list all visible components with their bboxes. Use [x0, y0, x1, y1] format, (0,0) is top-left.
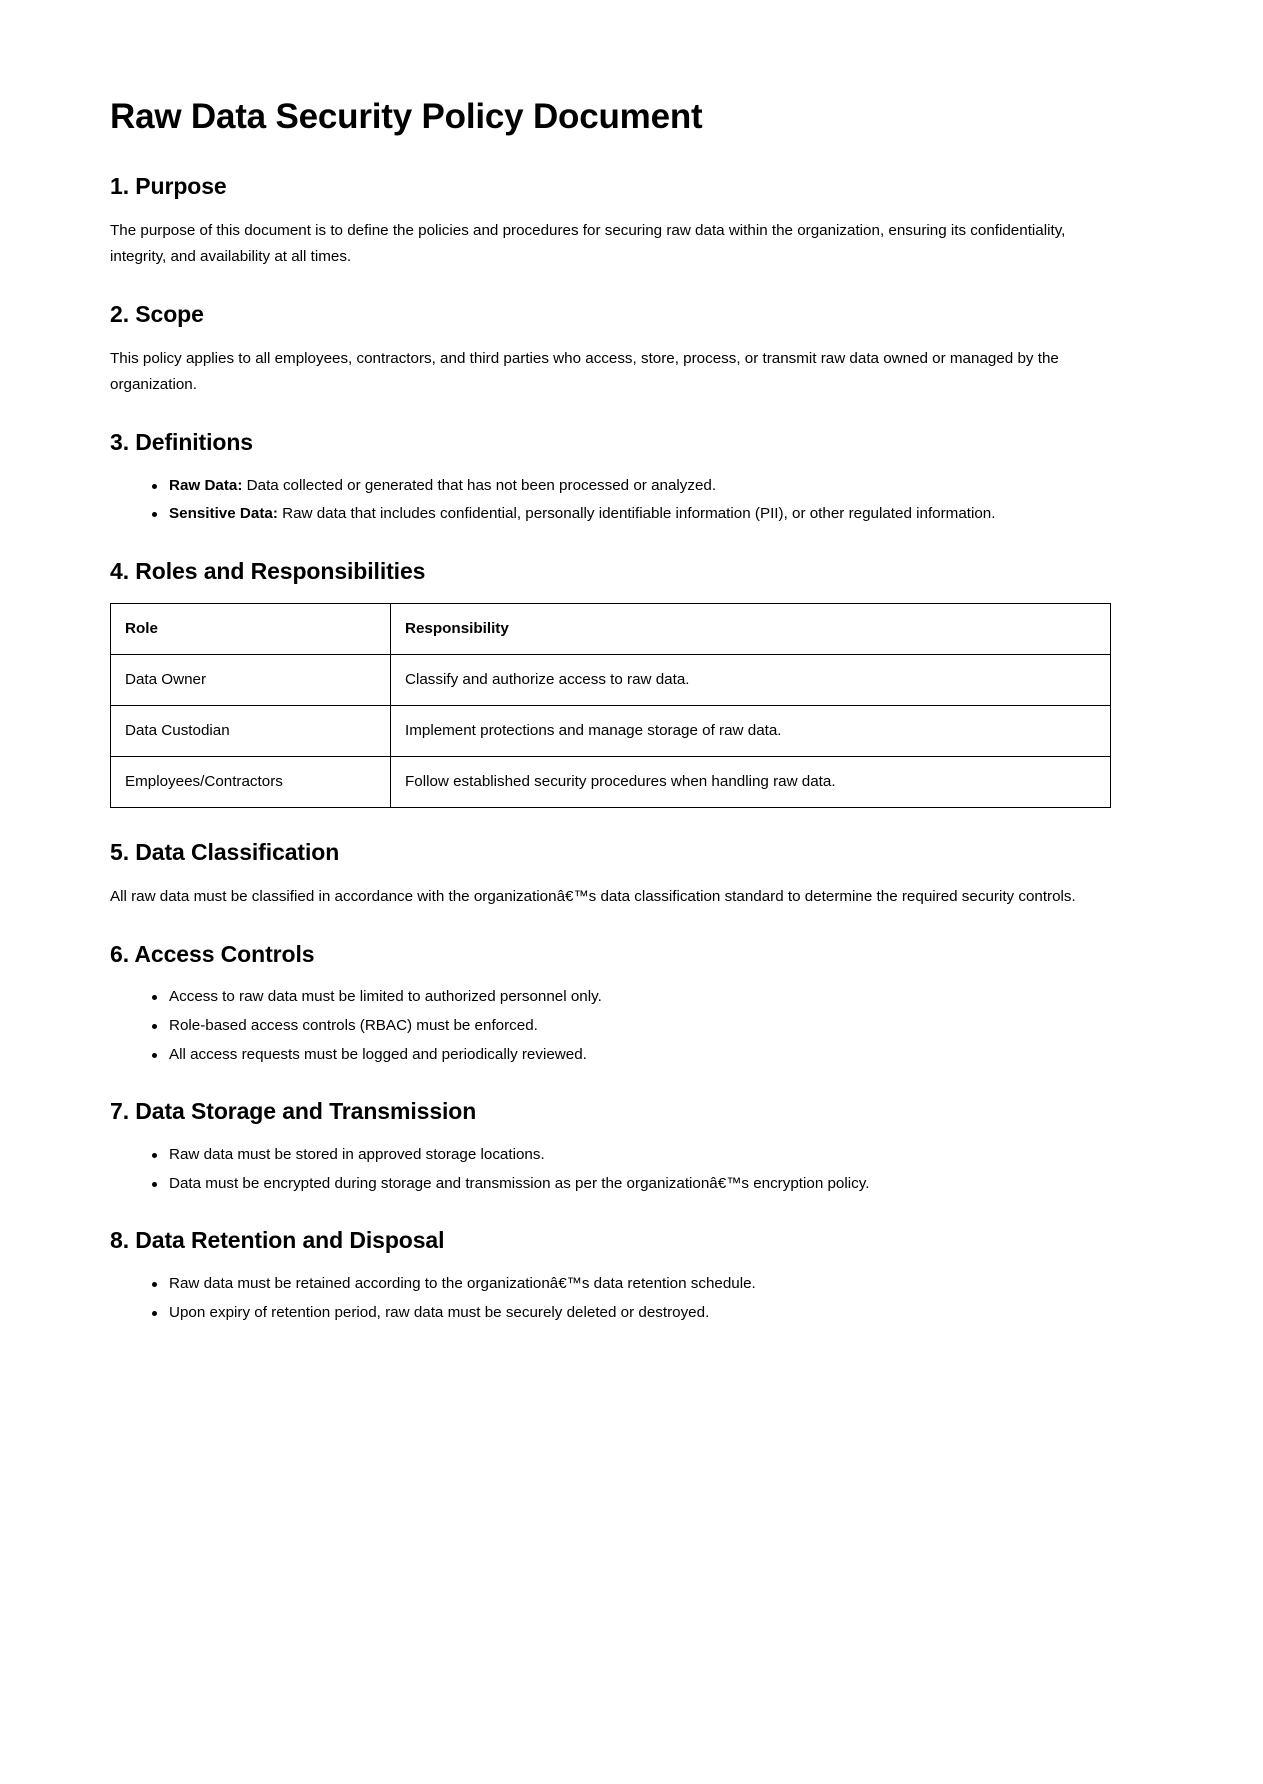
section-heading-definitions: 3. Definitions: [110, 429, 254, 456]
section-heading-purpose: 1. Purpose: [110, 173, 227, 199]
section-heading-data-retention-disposal: 8. Data Retention and Disposal: [110, 1227, 445, 1254]
table-header-row: [111, 603, 1111, 654]
list-item: Role-based access controls (RBAC) must be enforced.: [148, 1014, 1153, 1039]
definition-term: Sensitive Data:: [169, 505, 278, 523]
list-item: [148, 502, 1153, 527]
section-data-storage-transmission: [110, 1097, 1153, 1196]
definition-text: Data collected or generated that has not been processed or analyzed.: [242, 476, 717, 494]
column-header-role: Role: [111, 603, 391, 654]
list-item: Data must be encrypted during storage and transmission as per the organizationâ€™s encryption policy.: [148, 1172, 1153, 1197]
cell-role: Data Owner: [111, 654, 391, 705]
list-item: Access to raw data must be limited to authorized personnel only.: [148, 985, 1153, 1010]
cell-responsibility: Implement protections and manage storage of raw data.: [391, 705, 1111, 756]
section-body-data-classification: All raw data must be classified in accordance with the organizationâ€™s data classification standard to determine the required security controls.: [110, 887, 1076, 905]
section-purpose: [110, 172, 1153, 270]
section-roles-responsibilities: [110, 557, 1153, 808]
section-access-controls: [110, 940, 1153, 1068]
cell-role: Employees/Contractors: [111, 756, 391, 807]
data-storage-list: [110, 1143, 1153, 1196]
definition-term: Raw Data:: [169, 476, 243, 494]
list-item: Raw data must be stored in approved storage locations.: [148, 1143, 1153, 1168]
table-row: [111, 654, 1111, 705]
roles-responsibilities-table: [110, 603, 1111, 808]
section-heading-access-controls: 6. Access Controls: [110, 940, 315, 967]
section-data-classification: [110, 838, 1153, 910]
cell-responsibility: Classify and authorize access to raw data.: [391, 654, 1111, 705]
section-definitions: [110, 428, 1153, 527]
column-header-responsibility: Responsibility: [391, 603, 1111, 654]
data-retention-list: [110, 1272, 1153, 1325]
section-heading-data-classification: 5. Data Classification: [110, 838, 340, 865]
section-data-retention-disposal: [110, 1226, 1153, 1325]
section-heading-scope: 2. Scope: [110, 301, 204, 328]
definition-text: Raw data that includes confidential, personally identifiable information (PII), or other regulated information.: [277, 505, 996, 523]
section-heading-data-storage-transmission: 7. Data Storage and Transmission: [110, 1098, 477, 1125]
section-scope: [110, 300, 1153, 398]
section-body-purpose: The purpose of this document is to define the policies and procedures for securing raw data within the organization, ensuring its confidentiality, integrity, and availability at all times.: [110, 221, 1066, 265]
list-item: [148, 474, 1153, 499]
section-body-scope: This policy applies to all employees, contractors, and third parties who access, store, process, or transmit raw data owned or managed by the organization.: [110, 349, 1059, 393]
table-row: [111, 705, 1111, 756]
list-item: Raw data must be retained according to the organizationâ€™s data retention schedule.: [148, 1272, 1153, 1297]
list-item: Upon expiry of retention period, raw data must be securely deleted or destroyed.: [148, 1301, 1153, 1326]
definitions-list: [110, 474, 1153, 527]
table-row: [111, 756, 1111, 807]
cell-responsibility: Follow established security procedures when handling raw data.: [391, 756, 1111, 807]
access-controls-list: [110, 985, 1153, 1067]
page-title: Raw Data Security Policy Document: [110, 97, 703, 136]
list-item: All access requests must be logged and periodically reviewed.: [148, 1043, 1153, 1068]
cell-role: Data Custodian: [111, 705, 391, 756]
section-heading-roles-responsibilities: 4. Roles and Responsibilities: [110, 558, 426, 585]
